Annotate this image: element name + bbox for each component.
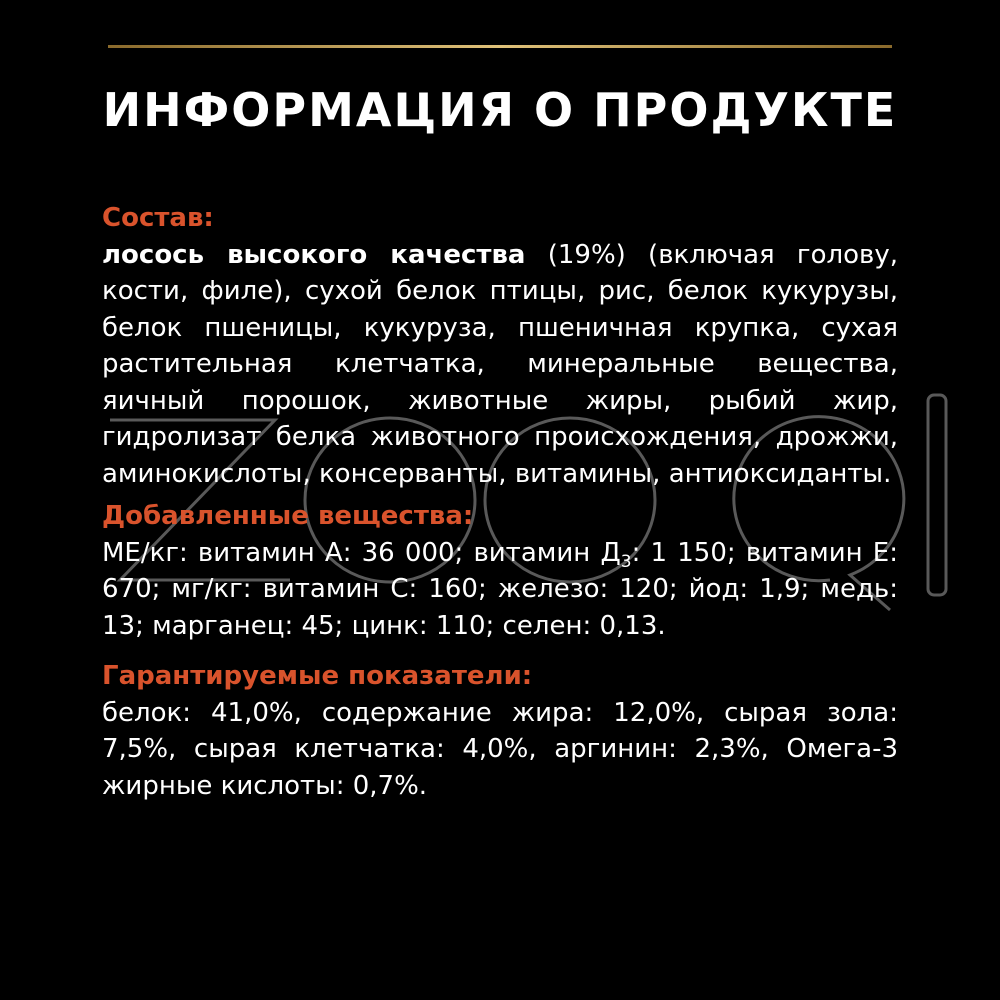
- product-info-body: [102, 200, 898, 804]
- composition-text: [102, 237, 898, 493]
- additives-text: [102, 535, 898, 645]
- composition-lead: лосось высокого качества: [102, 239, 526, 270]
- composition-heading: Состав:: [102, 203, 214, 233]
- additives-text-part2: : 1 150; витамин Е: 670; мг/кг: витамин С: 160; железо: 120; йод: 1,9; медь: 13; марганец: 45; цинк: 110; селен: 0,13.: [102, 537, 898, 641]
- watermark-frame: [928, 395, 946, 595]
- spacer: [102, 644, 898, 658]
- additives-heading: Добавленные вещества:: [102, 501, 474, 531]
- additives-text-part1: МЕ/кг: витамин А: 36 000; витамин Д: [102, 537, 621, 568]
- page-title: ИНФОРМАЦИЯ О ПРОДУКТЕ: [102, 83, 898, 137]
- vitamin-d-subscript: 3: [620, 551, 632, 572]
- gold-divider: [108, 45, 892, 48]
- composition-rest: (19%) (включая голову, кости, филе), сухой белок птицы, рис, белок кукурузы, белок пшеницы, кукуруза, пшеничная крупка, сухая растительная клетчатка, минеральные вещества, яичный порошок, животные жиры, рыбий жир, гидролизат белка животного происхождения, дрожжи, аминокислоты, консерванты, витамины, антиоксиданты.: [102, 239, 898, 489]
- guaranteed-heading: Гарантируемые показатели:: [102, 661, 533, 691]
- guaranteed-text: белок: 41,0%, содержание жира: 12,0%, сырая зола: 7,5%, сырая клетчатка: 4,0%, аргинин: 2,3%, Омега-3 жирные кислоты: 0,7%.: [102, 697, 898, 801]
